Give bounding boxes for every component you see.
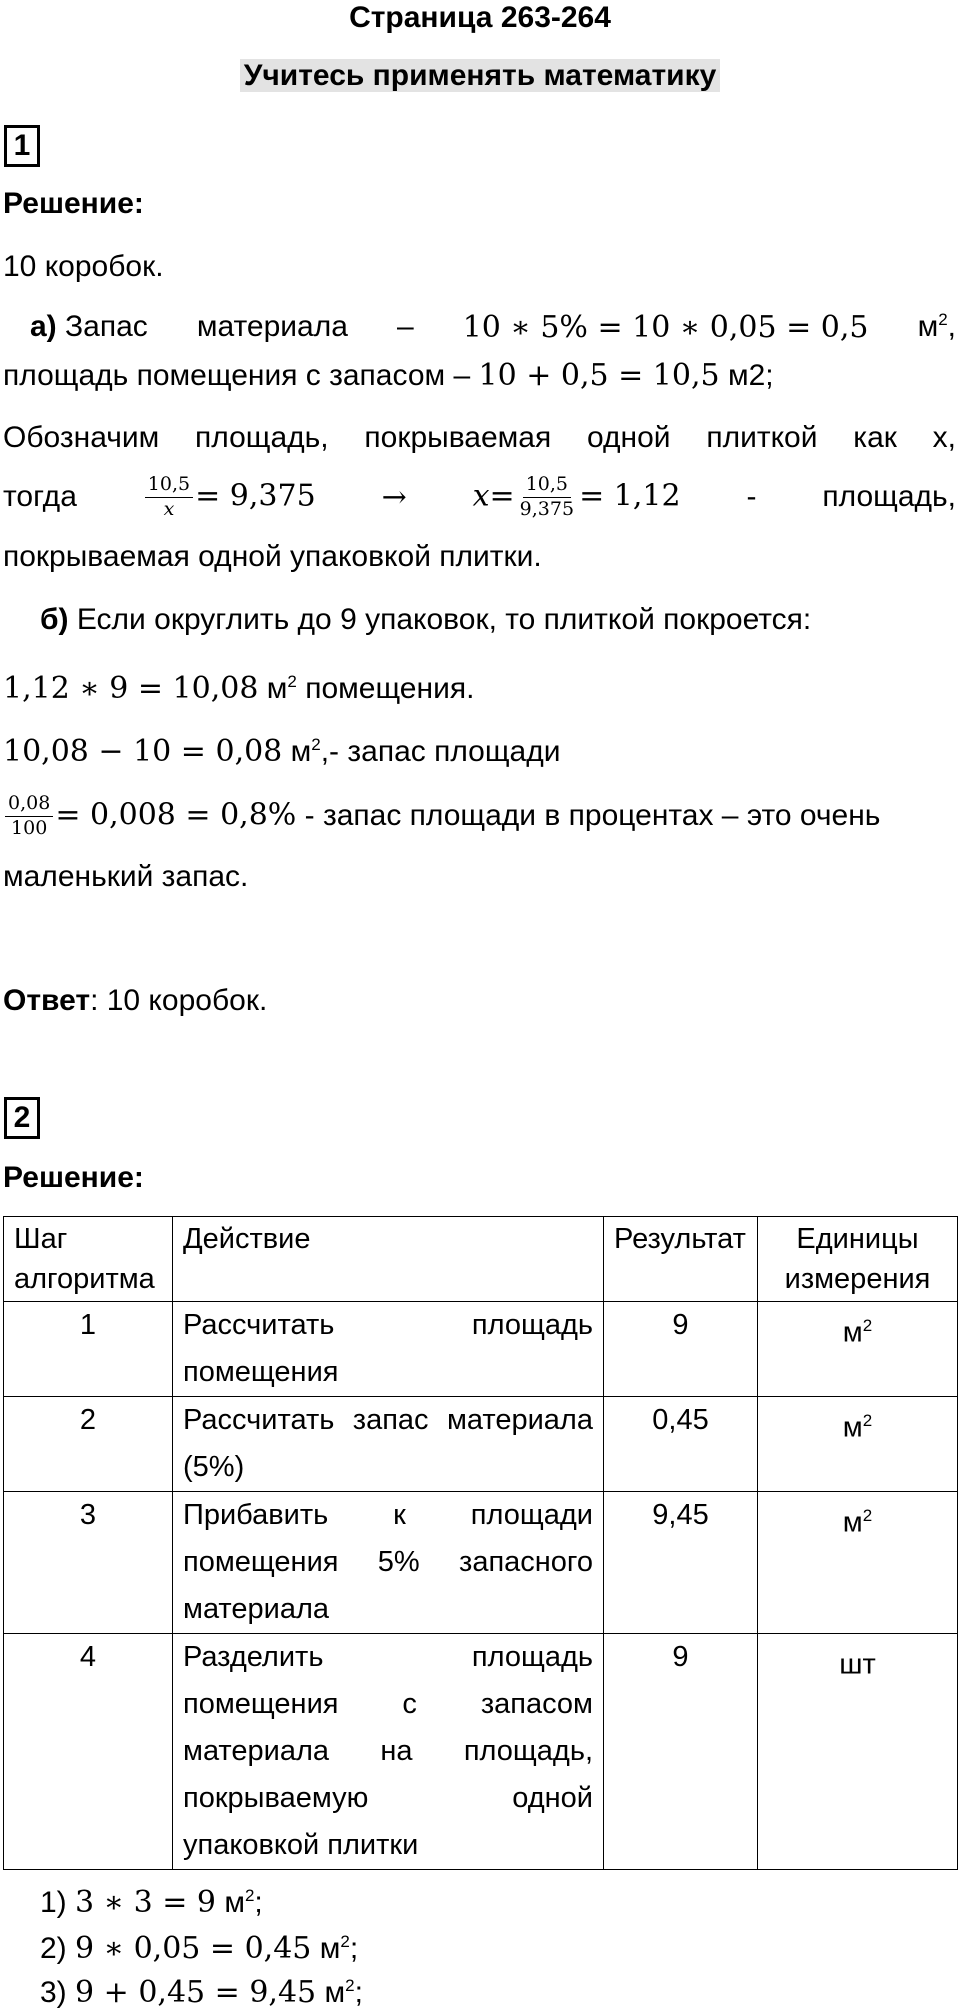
calc-end: ; — [254, 1886, 263, 1919]
calc-number: 2) — [40, 1932, 67, 1965]
task-1-a-line-1 — [30, 306, 956, 348]
b-l2-expression: 1,12 ∗ 9 = 10,08 — [3, 671, 259, 706]
cell-result: 9 — [604, 1302, 758, 1397]
a-word-3: – — [396, 310, 414, 343]
b-marker: б) — [40, 603, 69, 636]
unit-sup: 2 — [862, 1506, 873, 1525]
b-l3-expression: 10,08 − 10 = 0,08 — [3, 734, 283, 769]
b-l4-expression: = 0,008 = 0,8% — [55, 797, 297, 832]
cell-action: Рассчитать запас материала (5%) — [173, 1397, 604, 1492]
calc-number: 1) — [40, 1886, 67, 1919]
p3-frac2-den: 9,375 — [519, 497, 575, 520]
a-unit-sup: 2 — [938, 310, 948, 329]
p3-equation-1 — [143, 472, 316, 520]
unit-text: м — [842, 1506, 863, 1539]
a-unit-1 — [918, 310, 956, 344]
task-1-b-line-3 — [3, 725, 560, 772]
a-marker: а) — [30, 310, 57, 343]
calc-line-1 — [40, 1876, 263, 1923]
task-1-p3-line-2 — [3, 468, 956, 526]
section-title: Учитесь применять математику — [240, 59, 721, 92]
cell-action: Прибавить к площади помещения 5% запасного материала — [173, 1492, 604, 1634]
a-line2-expression: 10 + 0,5 = 10,5 — [478, 358, 720, 393]
calc-expression: 3 ∗ 3 = 9 — [75, 1885, 216, 1920]
calc-unit: м — [224, 1886, 245, 1919]
p3-fraction-2 — [517, 472, 577, 520]
calc-sup: 2 — [340, 1932, 350, 1951]
p3-eq-sign: = — [489, 478, 515, 513]
task-1-p3-line-3: покрываемая одной упаковкой плитки. — [3, 540, 542, 573]
unit-text: м — [842, 1411, 863, 1444]
task-1-b-line-4 — [3, 786, 880, 846]
calc-unit: м — [319, 1932, 341, 1965]
table-header-row — [4, 1217, 958, 1302]
calc-line-2 — [40, 1922, 358, 1969]
cell-unit — [758, 1302, 958, 1397]
calc-sup: 2 — [345, 1976, 355, 1995]
p3-fraction-1 — [145, 472, 193, 520]
b-l2-sup: 2 — [287, 672, 297, 691]
calc-sup: 2 — [244, 1886, 255, 1905]
b-l4-tail: - запас площади в процентах – это очень — [296, 799, 881, 832]
p3-eq1: = 9,375 — [195, 478, 316, 513]
b-l2-unit: м — [266, 672, 288, 705]
cell-action: Рассчитать площадь помещения — [173, 1302, 604, 1397]
p3-area-word: площадь, — [822, 480, 956, 513]
arrow-icon: → — [381, 479, 407, 515]
p3-togda: тогда — [3, 480, 77, 513]
b-l4-num: 0,08 — [5, 794, 53, 817]
task-1-number: 1 — [4, 125, 40, 167]
a-line2-text: площадь помещения с запасом – — [3, 359, 471, 392]
cell-step: 4 — [4, 1634, 173, 1870]
unit-text: шт — [839, 1648, 876, 1681]
task-1-b-line-2 — [3, 662, 474, 709]
task-1-solution-label: Решение: — [3, 187, 144, 220]
header-result: Результат — [604, 1217, 758, 1302]
b-l3-tail: ,- запас площади — [320, 735, 561, 768]
calc-line-3 — [40, 1966, 363, 2013]
table-row — [4, 1492, 958, 1634]
task-1-answer — [3, 981, 267, 1021]
a-expression-1: 10 ∗ 5% = 10 ∗ 0,05 = 0,5 — [462, 309, 869, 345]
calc-unit: м — [324, 1976, 346, 2009]
a-marker-and-word — [30, 310, 148, 344]
b-l4-equation — [3, 791, 297, 839]
p3-dash: - — [746, 480, 757, 513]
cell-step: 3 — [4, 1492, 173, 1634]
a-word-1: Запас — [65, 310, 148, 343]
b-text: Если округлить до 9 упаковок, то плиткой покроется: — [76, 603, 812, 636]
section-title-wrap — [0, 56, 960, 96]
p3-x-var: x — [472, 478, 490, 513]
a-unit-letter: м — [917, 310, 939, 343]
b-l3-unit: м — [290, 735, 312, 768]
header-step: Шаг алгоритма — [4, 1217, 173, 1302]
calc-expression: 9 + 0,45 = 9,45 — [75, 1975, 317, 2010]
task-2-number: 2 — [4, 1097, 40, 1139]
calc-expression: 9 ∗ 0,05 = 0,45 — [75, 1931, 312, 1966]
task-1-boxes-line: 10 коробок. — [3, 250, 164, 283]
b-l4-fraction — [5, 791, 53, 839]
answer-text: : 10 коробок. — [90, 984, 268, 1017]
cell-action: Разделить площадь помещения с запасом материала на площадь, покрываемую одной упаковкой плитки — [173, 1634, 604, 1870]
cell-step: 2 — [4, 1397, 173, 1492]
cell-step: 1 — [4, 1302, 173, 1397]
task-1-b-line-5: маленький запас. — [3, 860, 249, 893]
cell-result: 9 — [604, 1634, 758, 1870]
b-l4-den: 100 — [11, 816, 48, 839]
cell-unit — [758, 1397, 958, 1492]
header-unit: Единицы измерения — [758, 1217, 958, 1302]
p3-frac2-num: 10,5 — [523, 475, 571, 498]
calc-number: 3) — [40, 1976, 67, 2009]
cell-unit — [758, 1492, 958, 1634]
answer-label: Ответ — [3, 984, 91, 1017]
page-title: Страница 263-264 — [349, 1, 611, 34]
header-action: Действие — [173, 1217, 604, 1302]
cell-unit — [758, 1634, 958, 1870]
table-row — [4, 1302, 958, 1397]
task-1-p3-line-1: Обозначим площадь, покрываемая одной плиткой как х, — [3, 421, 956, 454]
table-row — [4, 1634, 958, 1870]
p3-frac1-num: 10,5 — [145, 475, 193, 498]
task-1-b-line-1 — [40, 600, 811, 640]
a-line2-end: м2; — [727, 359, 774, 392]
task-2-solution-label: Решение: — [3, 1161, 144, 1194]
p3-equation-2 — [472, 472, 681, 520]
a-comma: , — [947, 310, 956, 343]
unit-sup: 2 — [862, 1411, 873, 1430]
b-l2-tail: помещения. — [296, 672, 475, 705]
calc-end: ; — [354, 1976, 363, 2009]
task-1-a-line-2 — [3, 356, 774, 396]
algorithm-table — [3, 1216, 958, 1870]
calc-end: ; — [349, 1932, 359, 1965]
p3-frac1-den: x — [163, 497, 175, 520]
a-word-2: материала — [196, 310, 348, 343]
p3-eq2: = 1,12 — [579, 478, 681, 513]
unit-text: м — [842, 1316, 863, 1349]
cell-result: 0,45 — [604, 1397, 758, 1492]
table-row — [4, 1397, 958, 1492]
unit-sup: 2 — [862, 1316, 873, 1335]
cell-result: 9,45 — [604, 1492, 758, 1634]
b-l3-sup: 2 — [311, 735, 321, 754]
